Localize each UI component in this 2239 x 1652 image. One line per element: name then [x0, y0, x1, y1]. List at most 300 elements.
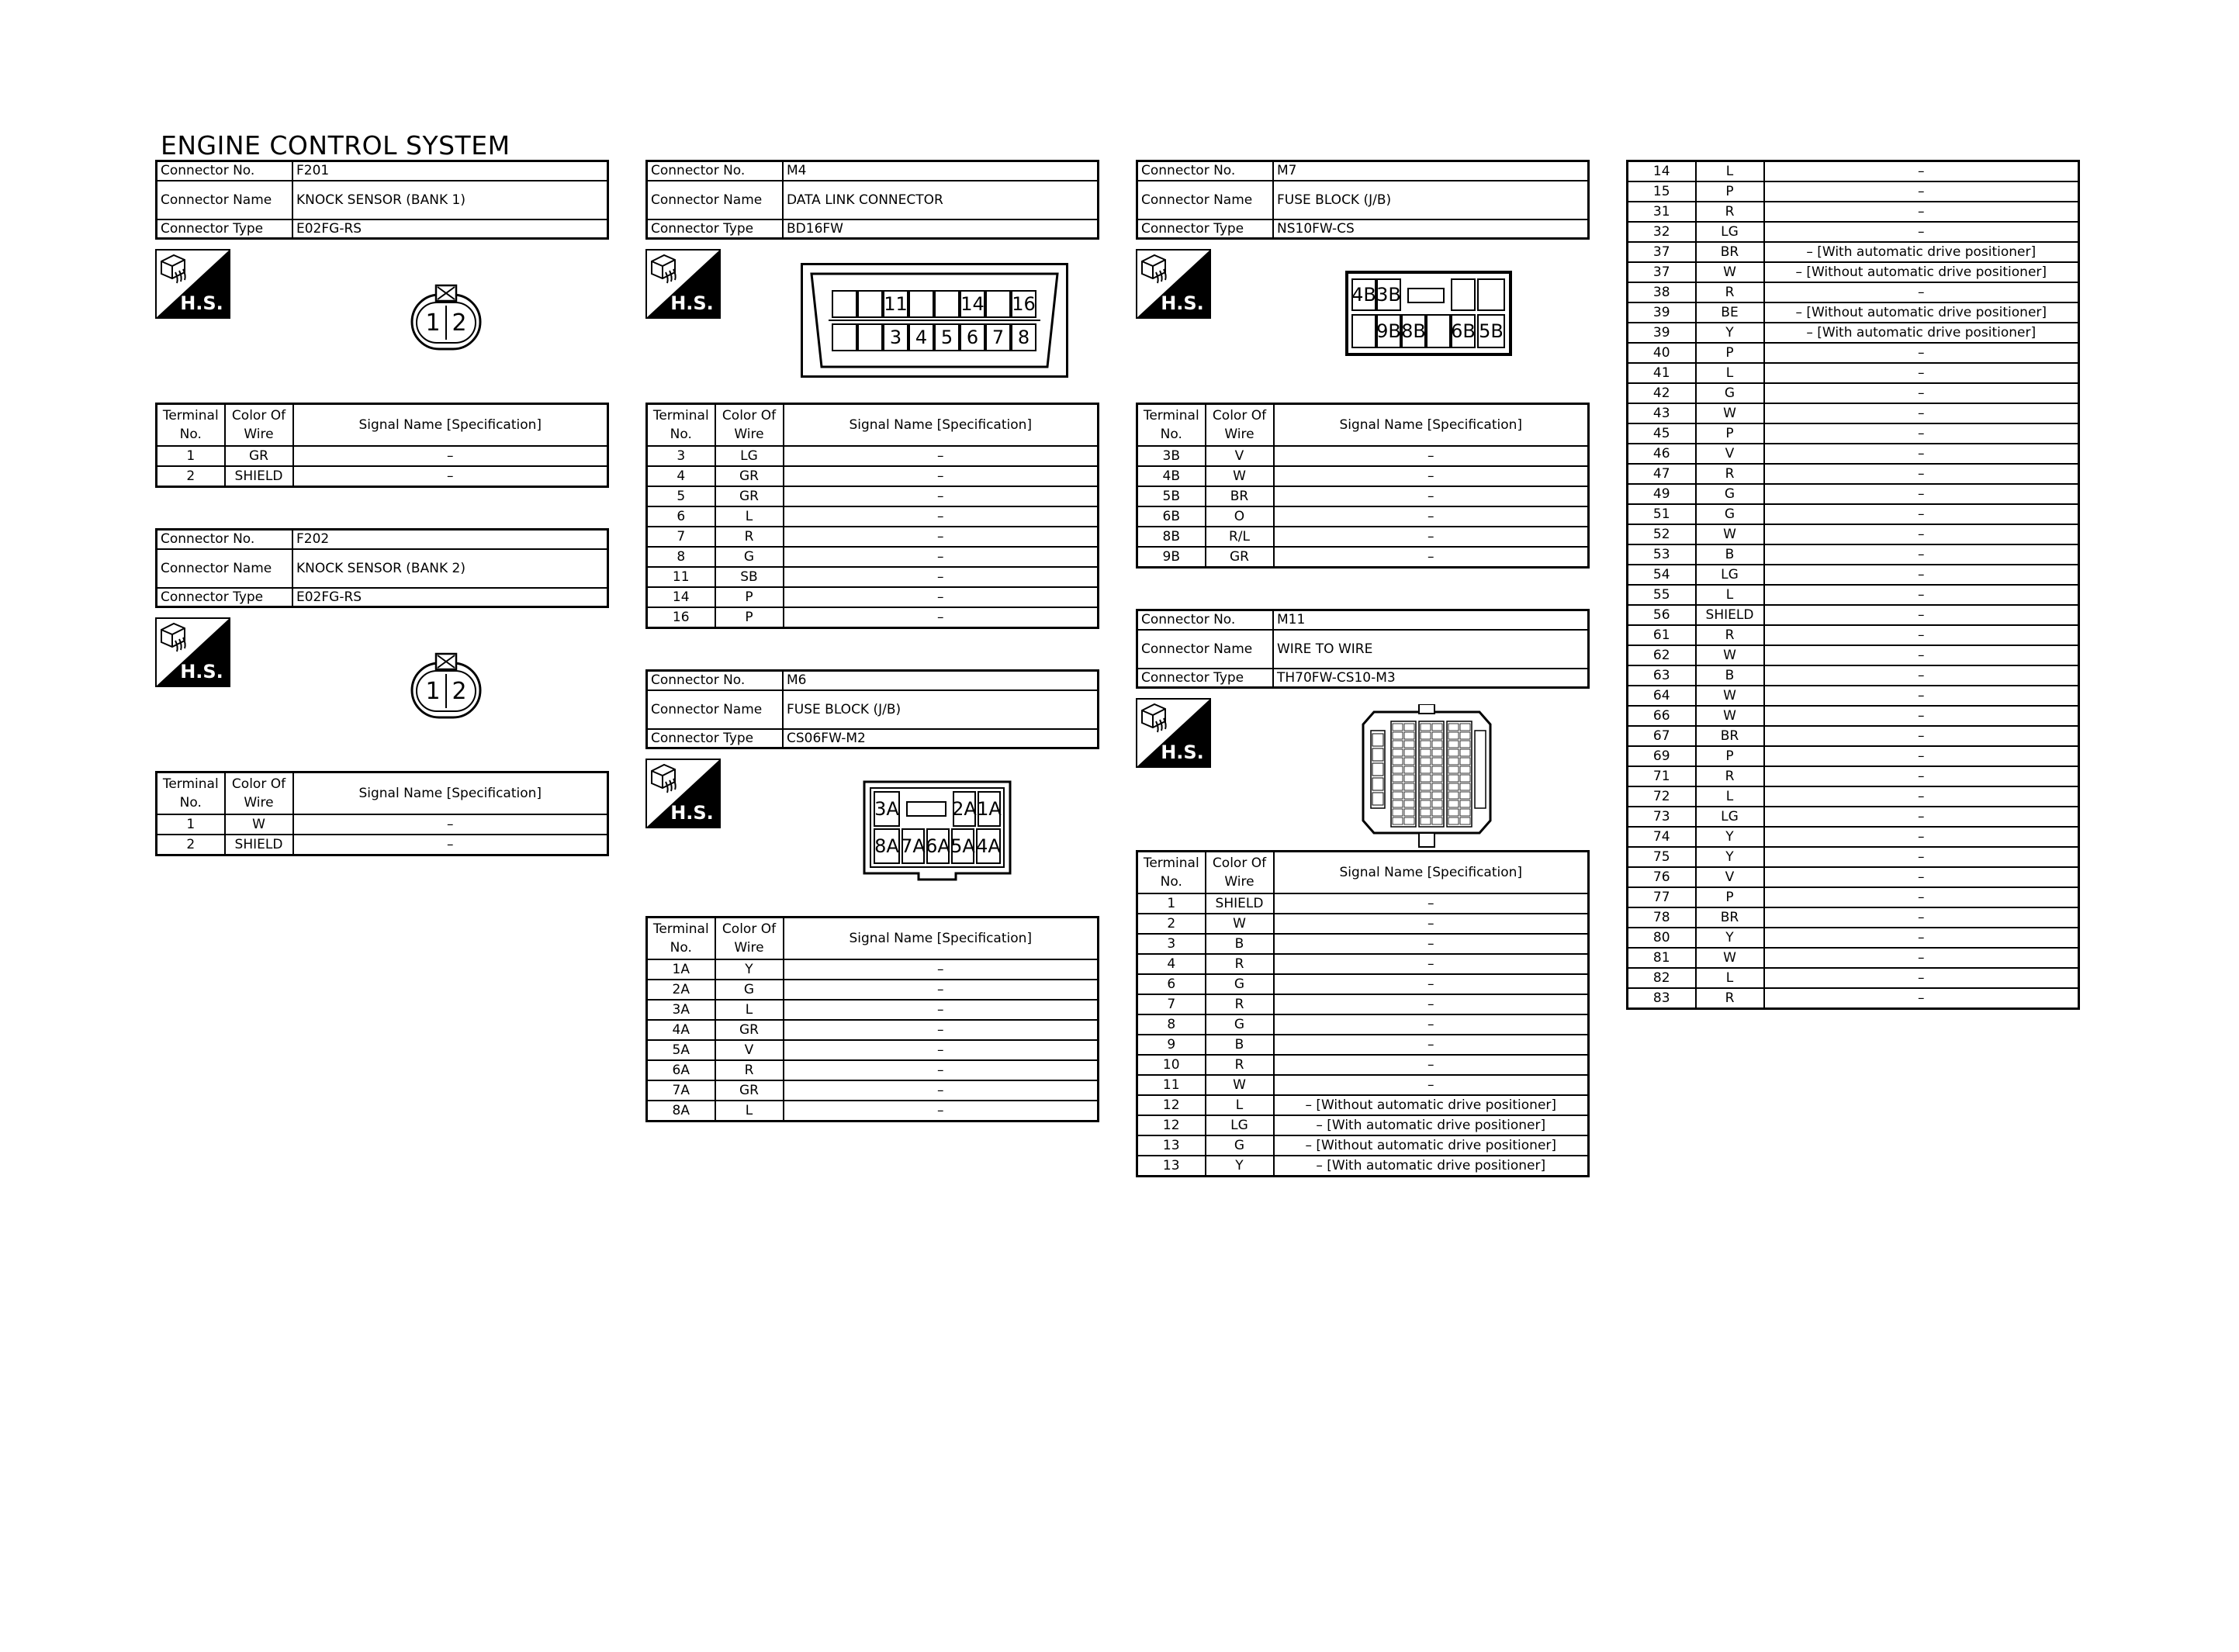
wire-color-cell: GR — [715, 466, 784, 486]
signal-name-cell: – — [1274, 893, 1589, 914]
signal-name-cell: – — [784, 486, 1099, 506]
signal-name-cell: – [With automatic drive positioner] — [1764, 323, 2079, 343]
terminal-no-cell: 78 — [1628, 907, 1696, 928]
pin-label: 8 — [1011, 323, 1036, 351]
pin-label: 4 — [908, 323, 934, 351]
signal-name-cell: – — [1764, 181, 2079, 202]
pin-label: 3A — [874, 791, 900, 827]
wire-color-cell: P — [1696, 181, 1764, 202]
signal-name-cell: – — [1764, 383, 2079, 403]
table-row — [1137, 1014, 1589, 1035]
terminal-no-cell: 61 — [1628, 625, 1696, 645]
header-color-of-wire: Color Of Wire — [715, 404, 784, 447]
terminal-table-m11 — [1136, 850, 1590, 1177]
signal-name-cell: – — [784, 1000, 1099, 1020]
terminal-table-m6 — [645, 916, 1099, 1122]
wire-color-cell: SHIELD — [225, 466, 293, 487]
table-row — [157, 814, 608, 835]
wire-color-cell: Y — [1696, 827, 1764, 847]
signal-name-cell: – — [1764, 464, 2079, 484]
terminal-no-cell: 3B — [1137, 446, 1206, 466]
label-connector-no: Connector No. — [157, 530, 293, 549]
header-color-of-wire: Color Of Wire — [1206, 852, 1274, 894]
label-connector-type: Connector Type — [157, 219, 293, 239]
header-signal-name: Signal Name [Specification] — [293, 772, 608, 815]
table-row — [1628, 464, 2079, 484]
table-row — [1628, 706, 2079, 726]
terminal-no-cell: 40 — [1628, 343, 1696, 363]
pin-label: 11 — [883, 290, 908, 318]
table-row — [1628, 202, 2079, 222]
table-row — [1628, 161, 2079, 182]
pin-label: 16 — [1011, 290, 1036, 318]
signal-name-cell: – — [1764, 686, 2079, 706]
wire-color-cell: L — [1696, 161, 1764, 182]
terminal-no-cell: 13 — [1137, 1135, 1206, 1156]
hs-label: H.S. — [180, 292, 223, 314]
table-row — [1137, 1135, 1589, 1156]
table-row — [1628, 807, 2079, 827]
wire-color-cell: SHIELD — [1696, 605, 1764, 625]
wire-color-cell: W — [1206, 466, 1274, 486]
table-row — [647, 980, 1099, 1000]
signal-name-cell: – — [1764, 766, 2079, 786]
table-row — [157, 466, 608, 487]
diagram-f202 — [155, 608, 609, 771]
signal-name-cell: – — [1764, 807, 2079, 827]
connector-name: KNOCK SENSOR (BANK 2) — [292, 549, 608, 588]
table-row — [647, 1080, 1099, 1101]
wire-color-cell: L — [1206, 1095, 1274, 1115]
table-row — [1628, 585, 2079, 605]
connector-no: M11 — [1273, 610, 1589, 630]
wire-color-cell: GR — [225, 446, 293, 466]
signal-name-cell: – — [1764, 746, 2079, 766]
connector-face-f202 — [407, 651, 485, 731]
harness-side-icon — [1136, 249, 1211, 319]
table-row — [647, 527, 1099, 547]
signal-name-cell: – — [1764, 948, 2079, 968]
wire-color-cell: LG — [1696, 565, 1764, 585]
terminal-no-cell: 77 — [1628, 887, 1696, 907]
terminal-no-cell: 5A — [647, 1040, 715, 1060]
wire-color-cell: SHIELD — [225, 835, 293, 855]
table-row — [647, 1060, 1099, 1080]
signal-name-cell: – — [1764, 665, 2079, 686]
terminal-no-cell: 42 — [1628, 383, 1696, 403]
signal-name-cell: – — [1274, 974, 1589, 994]
signal-name-cell: – — [784, 547, 1099, 567]
table-row — [1628, 565, 2079, 585]
label-connector-type: Connector Type — [157, 588, 293, 607]
column-2 — [645, 160, 1099, 1122]
terminal-no-cell: 1 — [157, 814, 225, 835]
connector-face-m7 — [1345, 271, 1512, 356]
header-terminal-no: Terminal No. — [647, 404, 715, 447]
table-row — [157, 446, 608, 466]
label-connector-name: Connector Name — [647, 181, 784, 219]
connector-info-m11 — [1136, 609, 1590, 689]
table-row — [1628, 887, 2079, 907]
signal-name-cell: – — [1274, 466, 1589, 486]
terminal-no-cell: 6A — [647, 1060, 715, 1080]
terminal-no-cell: 37 — [1628, 242, 1696, 262]
signal-name-cell: – — [1764, 605, 2079, 625]
terminal-no-cell: 5B — [1137, 486, 1206, 506]
signal-name-cell: – — [784, 1020, 1099, 1040]
terminal-no-cell: 11 — [1137, 1075, 1206, 1095]
terminal-no-cell: 54 — [1628, 565, 1696, 585]
terminal-no-cell: 62 — [1628, 645, 1696, 665]
terminal-no-cell: 71 — [1628, 766, 1696, 786]
wire-color-cell: W — [1206, 914, 1274, 934]
signal-name-cell: – — [1764, 565, 2079, 585]
terminal-no-cell: 2 — [157, 466, 225, 487]
hs-label: H.S. — [1161, 292, 1204, 314]
connector-name: KNOCK SENSOR (BANK 1) — [292, 181, 608, 219]
signal-name-cell: – — [784, 1040, 1099, 1060]
wire-color-cell: B — [1696, 665, 1764, 686]
terminal-no-cell: 2 — [1137, 914, 1206, 934]
terminal-no-cell: 38 — [1628, 282, 1696, 302]
terminal-no-cell: 1 — [1137, 893, 1206, 914]
column-3 — [1136, 160, 1590, 1177]
signal-name-cell: – — [1764, 585, 2079, 605]
terminal-no-cell: 12 — [1137, 1095, 1206, 1115]
table-row — [647, 1000, 1099, 1020]
signal-name-cell: – — [1274, 486, 1589, 506]
terminal-no-cell: 1A — [647, 959, 715, 980]
connector-no: M4 — [783, 161, 1099, 181]
table-row — [1628, 766, 2079, 786]
signal-name-cell: – — [784, 1080, 1099, 1101]
wire-color-cell: BE — [1696, 302, 1764, 323]
terminal-no-cell: 3A — [647, 1000, 715, 1020]
wire-color-cell: R — [1206, 954, 1274, 974]
hs-label: H.S. — [670, 292, 714, 314]
terminal-no-cell: 83 — [1628, 988, 1696, 1009]
diagram-m4 — [645, 240, 1099, 403]
terminal-no-cell: 41 — [1628, 363, 1696, 383]
terminal-no-cell: 1 — [157, 446, 225, 466]
connector-face-m4 — [801, 263, 1068, 378]
label-connector-no: Connector No. — [1137, 161, 1274, 181]
table-row — [1628, 484, 2079, 504]
wire-color-cell: R — [1696, 464, 1764, 484]
table-row — [1137, 1035, 1589, 1055]
terminal-table-f202 — [155, 771, 609, 856]
table-row — [647, 959, 1099, 980]
label-connector-name: Connector Name — [157, 549, 293, 588]
label-connector-no: Connector No. — [1137, 610, 1274, 630]
wire-color-cell: GR — [1206, 547, 1274, 568]
header-signal-name: Signal Name [Specification] — [784, 918, 1099, 960]
label-connector-name: Connector Name — [647, 690, 784, 729]
wire-color-cell: L — [1696, 585, 1764, 605]
connector-no: F202 — [292, 530, 608, 549]
header-terminal-no: Terminal No. — [647, 918, 715, 960]
signal-name-cell: – — [1764, 544, 2079, 565]
pin-label: 14 — [960, 290, 985, 318]
wire-color-cell: G — [1696, 504, 1764, 524]
wire-color-cell: W — [1696, 403, 1764, 423]
table-row — [1628, 686, 2079, 706]
header-color-of-wire: Color Of Wire — [225, 772, 293, 815]
wire-color-cell: LG — [1206, 1115, 1274, 1135]
signal-name-cell: – — [1764, 524, 2079, 544]
header-terminal-no: Terminal No. — [157, 772, 225, 815]
wire-color-cell: G — [1696, 484, 1764, 504]
header-signal-name: Signal Name [Specification] — [293, 404, 608, 447]
terminal-no-cell: 81 — [1628, 948, 1696, 968]
pin-label: 6B — [1451, 314, 1476, 348]
wire-color-cell: W — [1696, 686, 1764, 706]
terminal-no-cell: 2A — [647, 980, 715, 1000]
harness-side-icon — [645, 759, 721, 828]
table-row — [1628, 968, 2079, 988]
label-connector-name: Connector Name — [157, 181, 293, 219]
signal-name-cell: – — [1764, 625, 2079, 645]
signal-name-cell: – [Without automatic drive positioner] — [1764, 262, 2079, 282]
table-row — [647, 567, 1099, 587]
pin-label: 4A — [976, 828, 1001, 864]
table-row — [1628, 605, 2079, 625]
wire-color-cell: G — [1206, 974, 1274, 994]
table-row — [1628, 504, 2079, 524]
wire-color-cell: GR — [715, 486, 784, 506]
header-terminal-no: Terminal No. — [1137, 404, 1206, 447]
wire-color-cell: G — [1206, 1135, 1274, 1156]
connector-type: NS10FW-CS — [1273, 219, 1589, 239]
wire-color-cell: W — [1206, 1075, 1274, 1095]
terminal-no-cell: 8B — [1137, 527, 1206, 547]
terminal-no-cell: 74 — [1628, 827, 1696, 847]
wire-color-cell: R — [715, 1060, 784, 1080]
table-row — [1628, 625, 2079, 645]
signal-name-cell: – — [1764, 928, 2079, 948]
label-connector-type: Connector Type — [647, 729, 784, 748]
terminal-no-cell: 66 — [1628, 706, 1696, 726]
table-row — [1137, 547, 1589, 568]
pin-label: 2A — [953, 791, 976, 827]
table-row — [1628, 302, 2079, 323]
pin-label: 1 — [425, 309, 441, 337]
diagram-m6 — [645, 749, 1099, 916]
signal-name-cell: – — [1274, 954, 1589, 974]
connector-type: TH70FW-CS10-M3 — [1273, 669, 1589, 688]
terminal-no-cell: 10 — [1137, 1055, 1206, 1075]
pin-label: 7A — [901, 828, 925, 864]
wire-color-cell: BR — [1696, 907, 1764, 928]
signal-name-cell: – [Without automatic drive positioner] — [1274, 1095, 1589, 1115]
signal-name-cell: – — [1764, 847, 2079, 867]
wire-color-cell: L — [1696, 363, 1764, 383]
connector-type: E02FG-RS — [292, 588, 608, 607]
wire-color-cell: B — [1696, 544, 1764, 565]
hs-label: H.S. — [1161, 741, 1204, 763]
terminal-no-cell: 43 — [1628, 403, 1696, 423]
terminal-no-cell: 3 — [1137, 934, 1206, 954]
wire-color-cell: V — [715, 1040, 784, 1060]
connector-name: DATA LINK CONNECTOR — [783, 181, 1099, 219]
terminal-no-cell: 12 — [1137, 1115, 1206, 1135]
terminal-no-cell: 69 — [1628, 746, 1696, 766]
wire-color-cell: G — [1206, 1014, 1274, 1035]
signal-name-cell: – — [293, 446, 608, 466]
wire-color-cell: Y — [1696, 323, 1764, 343]
pin-label: 5A — [951, 828, 974, 864]
wire-color-cell: Y — [715, 959, 784, 980]
terminal-no-cell: 72 — [1628, 786, 1696, 807]
harness-side-icon — [155, 249, 230, 319]
signal-name-cell: – — [1764, 222, 2079, 242]
signal-name-cell: – — [1764, 444, 2079, 464]
terminal-no-cell: 56 — [1628, 605, 1696, 625]
terminal-no-cell: 67 — [1628, 726, 1696, 746]
terminal-no-cell: 39 — [1628, 302, 1696, 323]
table-row — [647, 1020, 1099, 1040]
table-row — [1137, 1095, 1589, 1115]
signal-name-cell: – — [1274, 1014, 1589, 1035]
label-connector-type: Connector Type — [1137, 669, 1274, 688]
terminal-no-cell: 32 — [1628, 222, 1696, 242]
wire-color-cell: Y — [1206, 1156, 1274, 1177]
table-row — [1628, 786, 2079, 807]
table-row — [1137, 1055, 1589, 1075]
signal-name-cell: – — [1274, 506, 1589, 527]
harness-side-icon — [1136, 698, 1211, 768]
header-signal-name: Signal Name [Specification] — [1274, 852, 1589, 894]
table-row — [1628, 524, 2079, 544]
diagram-f201 — [155, 240, 609, 403]
table-row — [1628, 242, 2079, 262]
signal-name-cell: – [Without automatic drive positioner] — [1764, 302, 2079, 323]
signal-name-cell: – — [1764, 867, 2079, 887]
signal-name-cell: – — [1274, 914, 1589, 934]
terminal-no-cell: 73 — [1628, 807, 1696, 827]
table-row — [1137, 1156, 1589, 1177]
signal-name-cell: – [With automatic drive positioner] — [1764, 242, 2079, 262]
table-row — [1628, 343, 2079, 363]
table-row — [647, 587, 1099, 607]
table-row — [1137, 893, 1589, 914]
terminal-no-cell: 6B — [1137, 506, 1206, 527]
column-4 — [1626, 160, 2080, 1010]
label-connector-no: Connector No. — [157, 161, 293, 181]
harness-side-icon — [155, 617, 230, 687]
wire-color-cell: G — [715, 980, 784, 1000]
table-row — [647, 547, 1099, 567]
terminal-no-cell: 55 — [1628, 585, 1696, 605]
wire-color-cell: Y — [1696, 847, 1764, 867]
terminal-no-cell: 7A — [647, 1080, 715, 1101]
signal-name-cell: – — [784, 980, 1099, 1000]
signal-name-cell: – — [1274, 1055, 1589, 1075]
wire-color-cell: V — [1696, 444, 1764, 464]
pin-label: 8A — [874, 828, 900, 864]
terminal-no-cell: 11 — [647, 567, 715, 587]
connector-no: M7 — [1273, 161, 1589, 181]
signal-name-cell: – — [784, 959, 1099, 980]
terminal-table-m11-continued — [1626, 160, 2080, 1010]
table-row — [1137, 486, 1589, 506]
table-row — [1628, 282, 2079, 302]
wire-color-cell: R — [1206, 994, 1274, 1014]
header-signal-name: Signal Name [Specification] — [784, 404, 1099, 447]
connector-face-m11 — [1357, 704, 1497, 855]
table-row — [647, 1101, 1099, 1121]
signal-name-cell: – — [293, 814, 608, 835]
wire-color-cell: R/L — [1206, 527, 1274, 547]
wire-color-cell: LG — [715, 446, 784, 466]
terminal-table-m7 — [1136, 403, 1590, 569]
pin-label: 6 — [960, 323, 985, 351]
signal-name-cell: – — [784, 1060, 1099, 1080]
terminal-no-cell: 13 — [1137, 1156, 1206, 1177]
pin-label: 4B — [1351, 278, 1376, 311]
header-terminal-no: Terminal No. — [1137, 852, 1206, 894]
terminal-no-cell: 14 — [647, 587, 715, 607]
table-row — [1628, 907, 2079, 928]
wire-color-cell: R — [1696, 202, 1764, 222]
label-connector-no: Connector No. — [647, 161, 784, 181]
signal-name-cell: – — [1764, 726, 2079, 746]
terminal-no-cell: 3 — [647, 446, 715, 466]
table-row — [647, 607, 1099, 628]
pin-label: 8B — [1401, 314, 1426, 348]
signal-name-cell: – — [1274, 547, 1589, 568]
terminal-no-cell: 9B — [1137, 547, 1206, 568]
terminal-no-cell: 64 — [1628, 686, 1696, 706]
signal-name-cell: – — [1764, 907, 2079, 928]
signal-name-cell: – — [1764, 504, 2079, 524]
connector-name: WIRE TO WIRE — [1273, 630, 1589, 669]
label-connector-name: Connector Name — [1137, 181, 1274, 219]
pin-label: 5 — [934, 323, 960, 351]
terminal-no-cell: 8 — [1137, 1014, 1206, 1035]
signal-name-cell: – — [1764, 282, 2079, 302]
table-row — [1137, 954, 1589, 974]
terminal-no-cell: 75 — [1628, 847, 1696, 867]
wire-color-cell: V — [1696, 867, 1764, 887]
wire-color-cell: R — [1206, 1055, 1274, 1075]
terminal-no-cell: 4 — [647, 466, 715, 486]
wire-color-cell: R — [1696, 766, 1764, 786]
table-row — [1137, 466, 1589, 486]
signal-name-cell: – — [784, 587, 1099, 607]
wire-color-cell: W — [1696, 948, 1764, 968]
wire-color-cell: W — [1696, 262, 1764, 282]
pin-label: 7 — [985, 323, 1011, 351]
wire-color-cell: V — [1206, 446, 1274, 466]
terminal-no-cell: 7 — [647, 527, 715, 547]
terminal-no-cell: 15 — [1628, 181, 1696, 202]
table-row — [1137, 914, 1589, 934]
connector-info-m7 — [1136, 160, 1590, 240]
wire-color-cell: L — [715, 1101, 784, 1121]
table-row — [1628, 665, 2079, 686]
signal-name-cell: – — [784, 1101, 1099, 1121]
signal-name-cell: – — [1764, 343, 2079, 363]
signal-name-cell: – — [1274, 1075, 1589, 1095]
signal-name-cell: – — [1274, 446, 1589, 466]
terminal-no-cell: 76 — [1628, 867, 1696, 887]
wire-color-cell: R — [1696, 282, 1764, 302]
header-color-of-wire: Color Of Wire — [225, 404, 293, 447]
wire-color-cell: O — [1206, 506, 1274, 527]
table-row — [1628, 323, 2079, 343]
wire-color-cell: P — [1696, 343, 1764, 363]
